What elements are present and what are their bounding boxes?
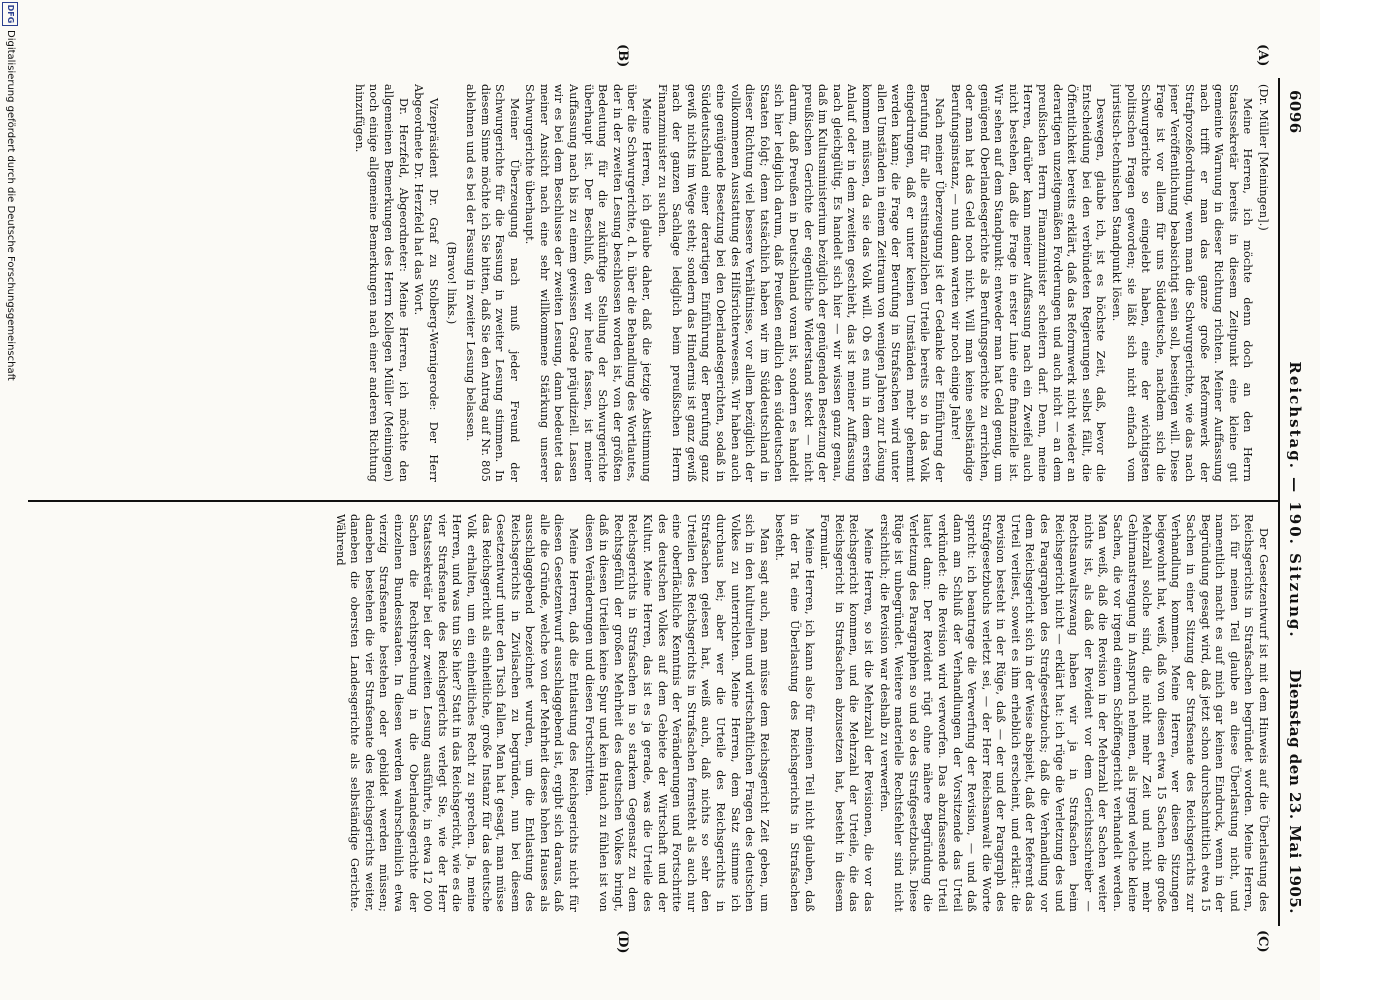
- speaker-heading: (Dr. Müller [Meiningen].): [1257, 84, 1270, 231]
- digitization-footer: [0, 0, 18, 1000]
- margin-letter-c: (C): [1255, 930, 1270, 953]
- paragraph: Meiner Überzeugung nach muß jeder Freund der Schwurgerichte für die Fassung in zweiter Lesung stimmen. In diesem Sinne möchte ich Sie bitten, daß Sie den Antrag auf Nr. 805 ablehnen und es bei der Fassung in zweiter Lesung belassen.: [463, 84, 521, 482]
- paragraph: Meine Herren, daß die Entlastung des Reichsgerichts nicht für diesen Gesetzentwurf ausschlaggebend ist, ergibt sich daraus, daß alle die Gründe, welche von der Mehrheit dieses hohen Hauses als ausschlaggebend bezeichnet wurden, um die Entlastung des Reichsgerichts in Zivilsachen zu begründen, nun bei diesem Gesetzentwurf unter den Tisch fallen. Man hat gesagt, man müsse das Reichsgericht als einheitliche, große Instanz für das deutsche Volk erhalten, um ein einheitliches Recht zu sprechen. Ja, meine Herren, und was tun Sie hier? Statt in das Reichsgericht, wie es die vier Strafsenate des Reichsgerichts verlegt Sie, wie der Herr Staatssekretär bei der zweiten Lesung ausführte, in etwa 12 000 Sachen die Rechtsprechung in die Oberlandesgerichte der einzelnen Bundesstaaten. In diesen werden wahrscheinlich etwa vierzig Strafsenate bestehen oder gebildet werden müssen; daneben bestehen die vier Strafsenate des Reichsgerichts weiter, daneben die obersten Landesgerichte als selbständige Gerichte. Während: [333, 514, 581, 912]
- dfg-logo: DFG: [2, 2, 18, 26]
- column-divider: [28, 500, 1278, 502]
- left-text-column: [30, 84, 1270, 482]
- session-date: Dienstag den 23. Mai 1905.: [1286, 669, 1304, 914]
- right-text-column: [30, 514, 1270, 912]
- header-rule: [1278, 78, 1280, 926]
- vice-president-note: Vizepräsident Dr. Graf zu Stolberg-Wernigerode: Der Herr Abgeordnete Dr. Herzfeld hat das Wort.: [412, 84, 440, 482]
- session-title: Reichstag. — 190. Sitzung.: [1286, 361, 1304, 639]
- speaker-intro: Dr. Herzfeld, Abgeordneter: Meine Herren, ich möchte den allgemeinen Bemerkungen des Herrn Kollegen Müller (Meiningen) noch einige allgemeine Bemerkungen nach einer anderen Richtung hinzufügen.: [352, 84, 410, 482]
- margin-letter-a: (A): [1255, 44, 1270, 67]
- margin-letter-d: (D): [615, 930, 630, 954]
- paragraph: Man sagt auch, man müsse dem Reichsgericht Zeit geben, um sich in den kulturellen und wirtschaftlichen Fragen des deutschen Volkes zu unterrichten. Meine Herren, dem Satz stimme ich durchaus bei; aber wer die Urteile des Reichsgerichts in Strafsachen gelesen hat, weiß auch, daß nichts so sehr den Urteilen des Reichsgerichts in Strafsachen fernsteht als auch nur eine oberflächliche Kenntnis der Veränderungen und Fortschritte des deutschen Volkes auf dem Gebiete der Wirtschaft und der Kultur. Meine Herren, das ist es ja gerade, was die Urteile des Reichsgerichts in Strafsachen in so starkem Gegensatz zu dem Rechtsgefühl der großen Mehrheit des deutschen Volkes bringt, daß in diesen Urteilen keine Spur und kein Hauch zu fühlen ist von diesen Veränderungen und diesen Fortschritten.: [582, 514, 771, 912]
- paragraph: Meine Herren, ich möchte denn doch an den Herrn Staatssekretär bereits in diesem Zeitpunkt eine kleine gut gemeinte Warnung in dieser Richtung richten. Meiner Auffassung nach trifft er man das ganze große Reformwerk der Strafprozeßordnung, wenn man die Schwurgerichte, wie das nach jener Veröffentlichung beabsichtigt sein soll, beseitigen will. Diese Frage ist vor allem für uns Süddeutsche, nachdem sich die Schwurgerichte so eingelebt haben, eine der wichtigsten politischen Fragen geworden; sie läßt sich nicht einfach vom juristisch-technischen Standpunkt lösen.: [1110, 84, 1255, 482]
- margin-letter-b: (B): [615, 44, 630, 68]
- paragraph: Meine Herren, ich glaube daher, daß die jetzige Abstimmung über die Schwurgerichte, d. h. über die Behandlung des Wortlautes, der in der zweiten Lesung beschlossen worden ist, von der größten Bedeutung für die zukünftige Stellung der Schwurgerichte überhaupt ist. Der Beschluß, den wir heute fassen, ist meiner Auffassung nach bis zu einem gewissen Grade präjudiziell. Lassen wir es bei dem Beschlusse der zweiten Lesung, dann bedeutet das meiner Ansicht nach eine sehr willkommene Stärkung unserer Schwurgerichte überhaupt.: [523, 84, 654, 482]
- paragraph: Nach meiner Überzeugung ist der Gedanke der Einführung der Berufung für alle erstinstanzlichen Urteile bereits so in das Volk eingedrungen, daß er unter keinen Umständen mehr gehemmt werden kann; die Frage der Berufung in Strafsachen wird unter allen Umständen in einem Zeitraum von wenigen Jahren zur Lösung kommen müssen, da sie das Volk will. Ob es nun in dem ersten Anlauf oder in dem zweiten geschieht, das ist meiner Auffassung nach gleichgültig. Es handelt sich hier — wir wissen ganz genau, daß im Kultusministerium bezüglich der genügenden Besetzung der preußischen Gerichte der eigentliche Widerstand steckt — nicht darum, daß Preußen in Deutschland voran ist, sondern es handelt sich hier lediglich darum, daß Preußen endlich den süddeutschen Staaten folgt; denn tatsächlich haben wir im Süddeutschland in dieser Richtung viel bessere Verhältnisse, vor allem bezüglich der vollkommenen Ausstattung des Hilfsrichterwesens. Wir haben auch eine genügende Besetzung bei den Oberlandesgerichten, sodaß in Süddeutschland einer derartigen Einführung der Berufung ganz gewiß nichts im Wege steht; sondern das Hindernis ist ganz gewiß nach der ganzen Sachlage lediglich beim preußischen Herrn Finanzminister zu suchen.: [655, 84, 946, 482]
- page-header: [1276, 0, 1320, 1000]
- paragraph: Meine Herren, ich kann also für meinen Teil nicht glauben, daß in der Tat eine Überlastung des Reichsgerichts in Strafsachen besteht.: [773, 514, 816, 912]
- applause-note: (Bravo! links.): [445, 241, 459, 325]
- paragraph: Der Gesetzentwurf ist mit dem Hinweis auf die Überlastung des Reichsgerichts in Strafsachen begründet worden. Meine Herren, ich für meinen Teil glaube an diese Überlastung nicht, und namentlich macht es auf mich gar keinen Eindruck, wenn in der Begründung gesagt wird, daß jetzt schon durchschnittlich etwa 15 Sachen in einer Sitzung der Strafsenate des Reichsgerichts zur Verhandlung kommen. Meine Herren, wer diesen Sitzungen beigewohnt hat, weiß, daß von diesen etwa 15 Sachen die große Mehrzahl solche sind, die nicht mehr Zeit und nicht mehr Gehirnanstrengung in Anspruch nehmen, als irgend welche kleine Sachen, die vor irgend einem Schöffengericht verhandelt werden. Man weiß, daß die Revision in der Mehrzahl der Sachen weiter nichts ist, als daß der Revident vor dem Gerichtsschreiber — Rechtsanwaltszwang haben wir ja in Strafsachen beim Reichsgericht nicht — erklärt hat: ich rüge die Verletzung des und des Paragraphen des Strafgesetzbuchs; daß die Verhandlung vor dem Reichsgericht sich in der Weise abspielt, daß der Referent das Urteil verliest, soweit es ihm erheblich erscheint, und erklärt: die Revision besteht in der Rüge, daß — der und der Paragraph des Strafgesetzbuchs verletzt sei, — der Herr Reichsanwalt die Worte spricht: ich beantrage die Verwerfung der Revision, — und daß dann am Schluß der Verhandlungen der Vorsitzende das Urteil verkündet: die Revision wird verworfen. Das abzufassende Urteil lautet dann: Der Revident rügt ohne nähere Begründung die Verletzung des Paragraphen so und so des Strafgesetzbuchs. Diese Rüge ist unbegründet. Weitere materielle Rechtsfehler sind nicht ersichtlich; die Revision war deshalb zu verwerfen.: [877, 514, 1270, 912]
- paragraph: Deswegen, glaube ich, ist es höchste Zeit, daß, bevor die Entscheidung bei den verbündeten Regierungen selbst fällt, die Öffentlichkeit bereits erklärt, daß das Reformwerk nicht wieder an derartigen unzeitgemäßen Forderungen und auch nicht — an dem preußischen Herrn Finanzminister scheitern darf. Denn, meine Herren, darüber kann meiner Auffassung nach ein Zweifel auch nicht bestehen, daß die Frage in erster Linie eine finanzielle ist. Wir sehen auf dem Standpunkt: entweder man hat Geld genug, um genügend Oberlandesgerichte als Berufungsgerichte zu errichten, oder man hat das Geld noch nicht. Will man keine selbständige Berufungsinstanz, — nun dann warten wir noch einige Jahre!: [948, 84, 1108, 482]
- page-number: 6096: [1286, 90, 1304, 134]
- paragraph: Meine Herren, so ist die Mehrzahl der Revisionen, die vor das Reichsgericht kommen, und die Mehrzahl der Urteile, die das Reichsgericht in Strafsachen abzusetzen hat, besteht in diesem Formular.: [818, 514, 875, 912]
- footer-text: Digitalisierung gefördert durch die Deutsche Forschungsgemeinschaft: [5, 30, 16, 381]
